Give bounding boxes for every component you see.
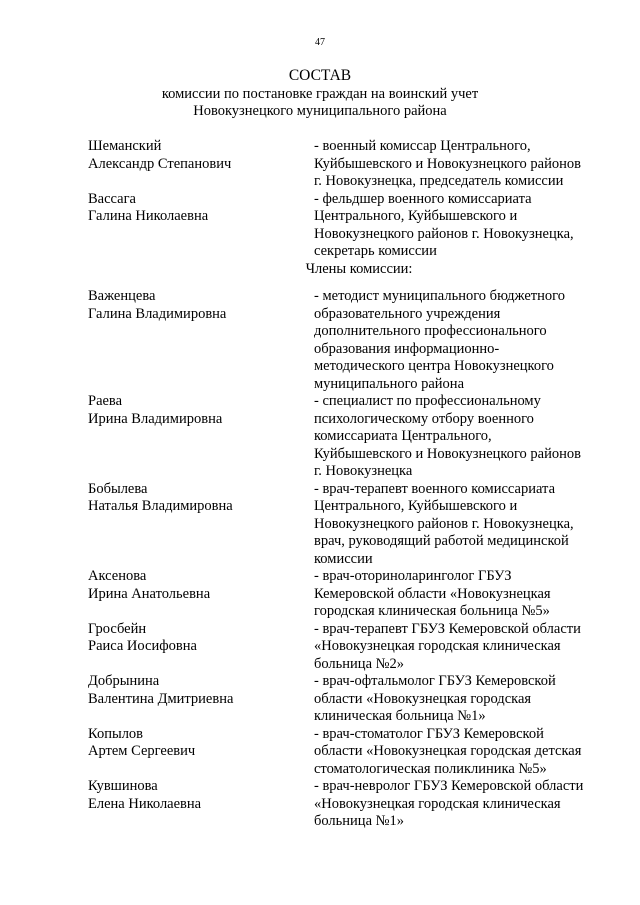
member-surname: Гросбейн [88, 620, 147, 637]
member-surname: Копылов [88, 725, 144, 742]
member-role-line: муниципального района [314, 375, 464, 392]
document-title: СОСТАВ [288, 67, 352, 84]
member-role-line: дополнительного профессионального [314, 323, 547, 339]
subtitle-line-2: Новокузнецкого муниципального района [193, 103, 447, 119]
member-given-names: Валентина Дмитриевна [88, 690, 234, 707]
member-entry [0, 568, 640, 621]
page-number: 47 [315, 37, 325, 48]
member-role-line: образовательного учреждения [314, 305, 501, 322]
member-surname: Шеманский [88, 138, 162, 154]
member-name [0, 621, 314, 674]
member-role-line: - врач-оториноларинголог ГБУЗ [314, 568, 512, 584]
members-entries [0, 288, 640, 831]
member-role-line: Центрального, Куйбышевского и [314, 208, 518, 224]
member-role-line: - врач-невролог ГБУЗ Кемеровской области [314, 778, 584, 794]
member-role [314, 621, 614, 674]
member-entry [0, 138, 640, 191]
member-name [0, 726, 314, 779]
member-name [0, 138, 314, 191]
member-role-line: комиссии [314, 550, 373, 567]
member-entry [0, 778, 640, 831]
member-given-names: Артем Сергеевич [88, 743, 196, 759]
member-role-line: г. Новокузнецка [314, 463, 413, 479]
member-entry [0, 621, 640, 674]
subtitle-line-1: комиссии по постановке граждан на воинский учет [161, 86, 479, 102]
member-role-line: «Новокузнецкая городская клиническая [314, 795, 561, 812]
member-role-line: Новокузнецкого районов г. Новокузнецка, [314, 225, 574, 242]
member-given-names: Галина Николаевна [88, 208, 209, 224]
member-role [314, 673, 614, 726]
member-role-line: врач, руководящий работой медицинской [314, 533, 569, 549]
member-name [0, 288, 314, 393]
member-role-line: больница №1» [314, 813, 404, 829]
member-entry [0, 481, 640, 569]
member-name [0, 778, 314, 831]
member-role-line: - врач-стоматолог ГБУЗ Кемеровской [314, 725, 544, 742]
member-role [314, 138, 614, 191]
member-name [0, 568, 314, 621]
member-entry [0, 673, 640, 726]
member-entry [0, 191, 640, 261]
member-entry [0, 393, 640, 481]
member-role-line: методического центра Новокузнецкого [314, 358, 554, 374]
member-role-line: - фельдшер военного комиссариата [314, 190, 532, 207]
member-role [314, 778, 614, 831]
member-role [314, 393, 614, 481]
member-given-names: Раиса Иосифовна [88, 638, 197, 654]
member-role [314, 191, 614, 261]
member-name [0, 393, 314, 481]
member-name [0, 191, 314, 261]
member-role-line: области «Новокузнецкая городская детская [314, 743, 582, 759]
member-role-line: - врач-терапевт военного комиссариата [314, 480, 555, 497]
member-entry [0, 288, 640, 393]
member-role-line: психологическому отбору военного [314, 410, 534, 427]
member-role-line: Кемеровской области «Новокузнецкая [314, 585, 551, 602]
member-given-names: Александр Степанович [88, 155, 232, 172]
members-heading: Члены комиссии: [305, 260, 413, 277]
member-role-line: Куйбышевского и Новокузнецкого районов [314, 445, 581, 462]
member-given-names: Ирина Владимировна [88, 410, 223, 427]
member-given-names: Галина Владимировна [88, 305, 227, 322]
member-given-names: Елена Николаевна [88, 795, 202, 812]
member-surname: Бобылева [88, 480, 148, 497]
member-role-line: образования информационно- [314, 340, 500, 357]
member-role-line: - специалист по профессиональному [314, 393, 541, 409]
member-role-line: области «Новокузнецкая городская [314, 690, 532, 707]
member-role-line: - методист муниципального бюджетного [314, 288, 565, 304]
member-surname: Аксенова [88, 568, 147, 584]
member-surname: Добрынина [88, 673, 160, 689]
member-role-line: «Новокузнецкая городская клиническая [314, 638, 561, 654]
member-role-line: стоматологическая поликлиника №5» [314, 760, 547, 777]
member-role-line: секретарь комиссии [314, 243, 437, 259]
member-surname: Раева [88, 393, 123, 409]
member-role-line: - врач-офтальмолог ГБУЗ Кемеровской [314, 673, 556, 689]
member-role-line: - военный комиссар Центрального, [314, 138, 531, 154]
member-role-line: Центрального, Куйбышевского и [314, 498, 518, 514]
member-surname: Кувшинова [88, 778, 158, 794]
member-role [314, 568, 614, 621]
member-surname: Вассага [88, 190, 136, 207]
member-role [314, 288, 614, 393]
member-role [314, 481, 614, 569]
member-entry [0, 726, 640, 779]
member-role-line: г. Новокузнецка, председатель комиссии [314, 173, 564, 189]
member-role-line: - врач-терапевт ГБУЗ Кемеровской области [314, 620, 581, 637]
member-given-names: Наталья Владимировна [88, 498, 233, 514]
member-given-names: Ирина Анатольевна [88, 585, 211, 602]
member-role-line: городская клиническая больница №5» [314, 603, 550, 619]
member-role-line: Новокузнецкого районов г. Новокузнецка, [314, 515, 574, 532]
commission-list [0, 138, 640, 831]
leadership-list [0, 138, 640, 261]
member-name [0, 481, 314, 569]
member-role-line: Куйбышевского и Новокузнецкого районов [314, 155, 581, 172]
member-surname: Важенцева [88, 288, 156, 304]
member-name [0, 673, 314, 726]
member-role-line: комиссариата Центрального, [314, 428, 492, 444]
member-role [314, 726, 614, 779]
member-role-line: клиническая больница №1» [314, 708, 486, 724]
member-role-line: больница №2» [314, 655, 404, 672]
